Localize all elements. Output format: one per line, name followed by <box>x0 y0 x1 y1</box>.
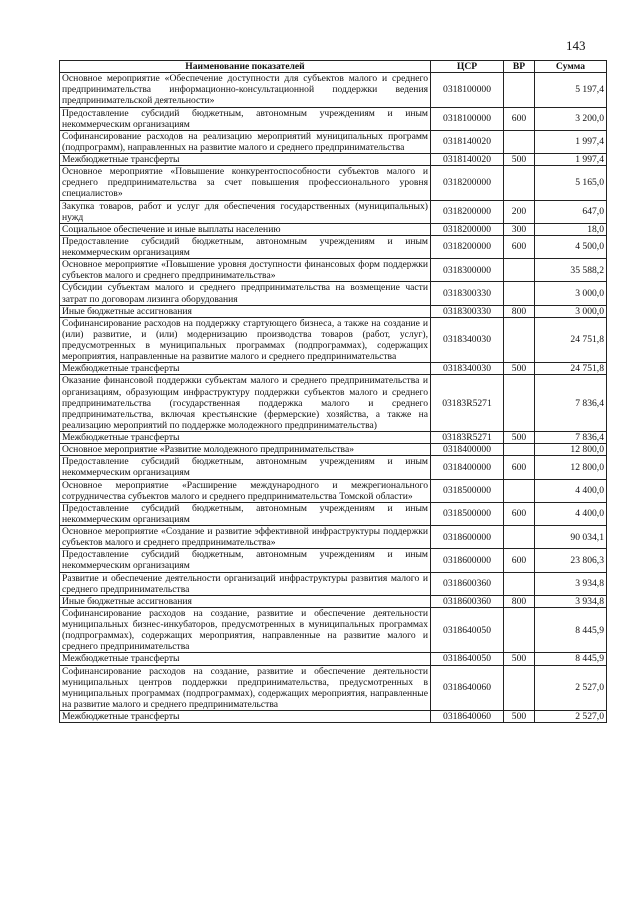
row-sum-cell: 24 751,8 <box>535 317 607 363</box>
row-name-cell: Софинансирование расходов на реализацию мероприятий муниципальных программ (подпрограмм), направленных на развитие малого и среднего предпринимательства <box>60 130 431 153</box>
row-csr-cell: 0318140020 <box>431 130 504 153</box>
row-csr-cell: 0318300330 <box>431 305 504 317</box>
row-csr-cell: 0318500000 <box>431 502 504 525</box>
row-name-cell: Предоставление субсидий бюджетным, автономным учреждениям и иным некоммерческим организациям <box>60 235 431 258</box>
row-sum-cell: 12 800,0 <box>535 444 607 456</box>
row-vr-cell: 800 <box>504 305 535 317</box>
table-row <box>60 223 607 235</box>
row-name-cell: Основное мероприятие «Повышение уровня доступности финансовых форм поддержки субъектов малого и среднего предпринимательства» <box>60 259 431 282</box>
row-sum-cell: 23 806,3 <box>535 549 607 572</box>
table-row <box>60 502 607 525</box>
row-name-cell: Иные бюджетные ассигнования <box>60 305 431 317</box>
row-vr-cell: 500 <box>504 432 535 444</box>
row-sum-cell: 8 445,9 <box>535 607 607 653</box>
row-sum-cell: 12 800,0 <box>535 456 607 479</box>
row-name-cell: Субсидии субъектам малого и среднего предпринимательства на возмещение части затрат по договорам лизинга оборудования <box>60 282 431 305</box>
row-vr-cell: 800 <box>504 595 535 607</box>
row-name-cell: Основное мероприятие «Расширение международного и межрегионального сотрудничества субъектов малого и среднего предпринимательства Томской области» <box>60 479 431 502</box>
row-sum-cell: 1 997,4 <box>535 154 607 166</box>
row-vr-cell: 300 <box>504 223 535 235</box>
row-csr-cell: 0318640050 <box>431 653 504 665</box>
row-sum-cell: 4 400,0 <box>535 479 607 502</box>
table-row <box>60 456 607 479</box>
row-csr-cell: 0318400000 <box>431 444 504 456</box>
row-name-cell: Социальное обеспечение и иные выплаты населению <box>60 223 431 235</box>
row-csr-cell: 03183R5271 <box>431 375 504 432</box>
row-name-cell: Межбюджетные трансферты <box>60 154 431 166</box>
table-row <box>60 665 607 711</box>
row-name-cell: Предоставление субсидий бюджетным, автономным учреждениям и иным некоммерческим организациям <box>60 502 431 525</box>
row-vr-cell <box>504 665 535 711</box>
row-csr-cell: 0318200000 <box>431 235 504 258</box>
row-csr-cell: 0318100000 <box>431 73 504 107</box>
row-name-cell: Софинансирование расходов на создание, развитие и обеспечение деятельности муниципальных бизнес-инкубаторов, предусмотренных в муниципальных программах (подпрограммах), содержащих мероприятия, направленные на развитие малого и среднего предпринимательства <box>60 607 431 653</box>
table-row <box>60 375 607 432</box>
table-row <box>60 317 607 363</box>
row-vr-cell: 600 <box>504 107 535 130</box>
table-row <box>60 107 607 130</box>
row-vr-cell: 500 <box>504 363 535 375</box>
row-csr-cell: 0318600360 <box>431 595 504 607</box>
table-row <box>60 363 607 375</box>
page-number: 143 <box>566 38 586 53</box>
row-sum-cell: 3 934,8 <box>535 595 607 607</box>
row-sum-cell: 4 400,0 <box>535 502 607 525</box>
row-vr-cell <box>504 166 535 200</box>
row-csr-cell: 0318300000 <box>431 259 504 282</box>
row-sum-cell: 3 000,0 <box>535 305 607 317</box>
row-sum-cell: 2 527,0 <box>535 665 607 711</box>
row-sum-cell: 24 751,8 <box>535 363 607 375</box>
row-sum-cell: 35 588,2 <box>535 259 607 282</box>
row-vr-cell: 600 <box>504 549 535 572</box>
header-csr: ЦСР <box>431 61 504 73</box>
row-vr-cell: 600 <box>504 456 535 479</box>
row-vr-cell <box>504 607 535 653</box>
row-csr-cell: 0318200000 <box>431 223 504 235</box>
header-vr: ВР <box>504 61 535 73</box>
row-csr-cell: 0318640060 <box>431 665 504 711</box>
table-row <box>60 607 607 653</box>
row-csr-cell: 0318100000 <box>431 107 504 130</box>
table-row <box>60 259 607 282</box>
row-vr-cell <box>504 526 535 549</box>
row-vr-cell: 500 <box>504 653 535 665</box>
row-csr-cell: 0318600360 <box>431 572 504 595</box>
row-csr-cell: 0318600000 <box>431 526 504 549</box>
row-csr-cell: 0318640050 <box>431 607 504 653</box>
table-row <box>60 595 607 607</box>
row-vr-cell <box>504 73 535 107</box>
row-vr-cell: 500 <box>504 154 535 166</box>
table-row <box>60 282 607 305</box>
table-row <box>60 432 607 444</box>
budget-table <box>59 60 607 723</box>
row-sum-cell: 3 000,0 <box>535 282 607 305</box>
row-name-cell: Основное мероприятие «Повышение конкурентоспособности субъектов малого и среднего предпринимательства за счет повышения профессионального уровня специалистов» <box>60 166 431 200</box>
row-csr-cell: 03183R5271 <box>431 432 504 444</box>
row-name-cell: Софинансирование расходов на создание, развитие и обеспечение деятельности муниципальных центров поддержки предпринимательства, предусмотренных в муниципальных программах (подпрограммах), содержащих мероприятия, направленные на развитие малого и среднего предпринимательства <box>60 665 431 711</box>
row-csr-cell: 0318340030 <box>431 317 504 363</box>
row-vr-cell <box>504 130 535 153</box>
row-sum-cell: 7 836,4 <box>535 375 607 432</box>
table-row <box>60 130 607 153</box>
table-row <box>60 166 607 200</box>
table-row <box>60 711 607 723</box>
row-vr-cell <box>504 259 535 282</box>
row-sum-cell: 5 197,4 <box>535 73 607 107</box>
row-name-cell: Межбюджетные трансферты <box>60 363 431 375</box>
row-csr-cell: 0318200000 <box>431 166 504 200</box>
row-name-cell: Основное мероприятие «Обеспечение доступности для субъектов малого и среднего предпринимательства информационно-консультационной поддержки ведения предпринимательской деятельности» <box>60 73 431 107</box>
row-csr-cell: 0318400000 <box>431 456 504 479</box>
row-name-cell: Предоставление субсидий бюджетным, автономным учреждениям и иным некоммерческим организациям <box>60 107 431 130</box>
row-vr-cell: 600 <box>504 235 535 258</box>
row-vr-cell: 500 <box>504 711 535 723</box>
table-row <box>60 305 607 317</box>
row-vr-cell <box>504 479 535 502</box>
row-vr-cell <box>504 282 535 305</box>
row-sum-cell: 3 200,0 <box>535 107 607 130</box>
row-sum-cell: 3 934,8 <box>535 572 607 595</box>
row-csr-cell: 0318640060 <box>431 711 504 723</box>
table-row <box>60 200 607 223</box>
row-sum-cell: 5 165,0 <box>535 166 607 200</box>
table-row <box>60 235 607 258</box>
row-name-cell: Предоставление субсидий бюджетным, автономным учреждениям и иным некоммерческим организациям <box>60 549 431 572</box>
table-row <box>60 526 607 549</box>
table-row <box>60 479 607 502</box>
row-vr-cell <box>504 317 535 363</box>
row-sum-cell: 4 500,0 <box>535 235 607 258</box>
table-row <box>60 549 607 572</box>
row-csr-cell: 0318340030 <box>431 363 504 375</box>
row-name-cell: Основное мероприятие «Развитие молодежного предпринимательства» <box>60 444 431 456</box>
table-row <box>60 572 607 595</box>
row-name-cell: Иные бюджетные ассигнования <box>60 595 431 607</box>
row-name-cell: Межбюджетные трансферты <box>60 711 431 723</box>
row-vr-cell: 600 <box>504 502 535 525</box>
table-header-row <box>60 61 607 73</box>
row-sum-cell: 8 445,9 <box>535 653 607 665</box>
row-name-cell: Оказание финансовой поддержки субъектам малого и среднего предпринимательства и организациям, образующим инфраструктуру поддержки субъектов малого и среднего предпринимательства (государственная поддержка малого и среднего предпринимательства, включая крестьянские (фермерские) хозяйства, а также на реализацию мероприятий по поддержке молодежного предпринимательства) <box>60 375 431 432</box>
table-row <box>60 154 607 166</box>
row-sum-cell: 90 034,1 <box>535 526 607 549</box>
row-vr-cell: 200 <box>504 200 535 223</box>
row-name-cell: Межбюджетные трансферты <box>60 432 431 444</box>
table-row <box>60 653 607 665</box>
table-row <box>60 444 607 456</box>
row-csr-cell: 0318140020 <box>431 154 504 166</box>
header-sum: Сумма <box>535 61 607 73</box>
row-vr-cell <box>504 375 535 432</box>
row-csr-cell: 0318600000 <box>431 549 504 572</box>
row-sum-cell: 1 997,4 <box>535 130 607 153</box>
row-name-cell: Предоставление субсидий бюджетным, автономным учреждениям и иным некоммерческим организациям <box>60 456 431 479</box>
row-vr-cell <box>504 444 535 456</box>
row-csr-cell: 0318300330 <box>431 282 504 305</box>
row-name-cell: Развитие и обеспечение деятельности организаций инфраструктуры развития малого и среднего предпринимательства <box>60 572 431 595</box>
row-vr-cell <box>504 572 535 595</box>
row-csr-cell: 0318500000 <box>431 479 504 502</box>
row-name-cell: Софинансирование расходов на поддержку стартующего бизнеса, а также на создание и (или) развитие, и (или) модернизацию производства товаров (работ, услуг), предусмотренных в муниципальных программах (подпрограммах), содержащих мероприятия, направленные на развитие малого и среднего предпринимательства <box>60 317 431 363</box>
row-name-cell: Межбюджетные трансферты <box>60 653 431 665</box>
row-sum-cell: 2 527,0 <box>535 711 607 723</box>
row-sum-cell: 18,0 <box>535 223 607 235</box>
row-name-cell: Основное мероприятие «Создание и развитие эффективной инфраструктуры поддержки субъектов малого и среднего предпринимательства» <box>60 526 431 549</box>
table-body <box>60 73 607 723</box>
header-name: Наименование показателей <box>60 61 431 73</box>
table-row <box>60 73 607 107</box>
row-sum-cell: 7 836,4 <box>535 432 607 444</box>
row-sum-cell: 647,0 <box>535 200 607 223</box>
row-name-cell: Закупка товаров, работ и услуг для обеспечения государственных (муниципальных) нужд <box>60 200 431 223</box>
row-csr-cell: 0318200000 <box>431 200 504 223</box>
